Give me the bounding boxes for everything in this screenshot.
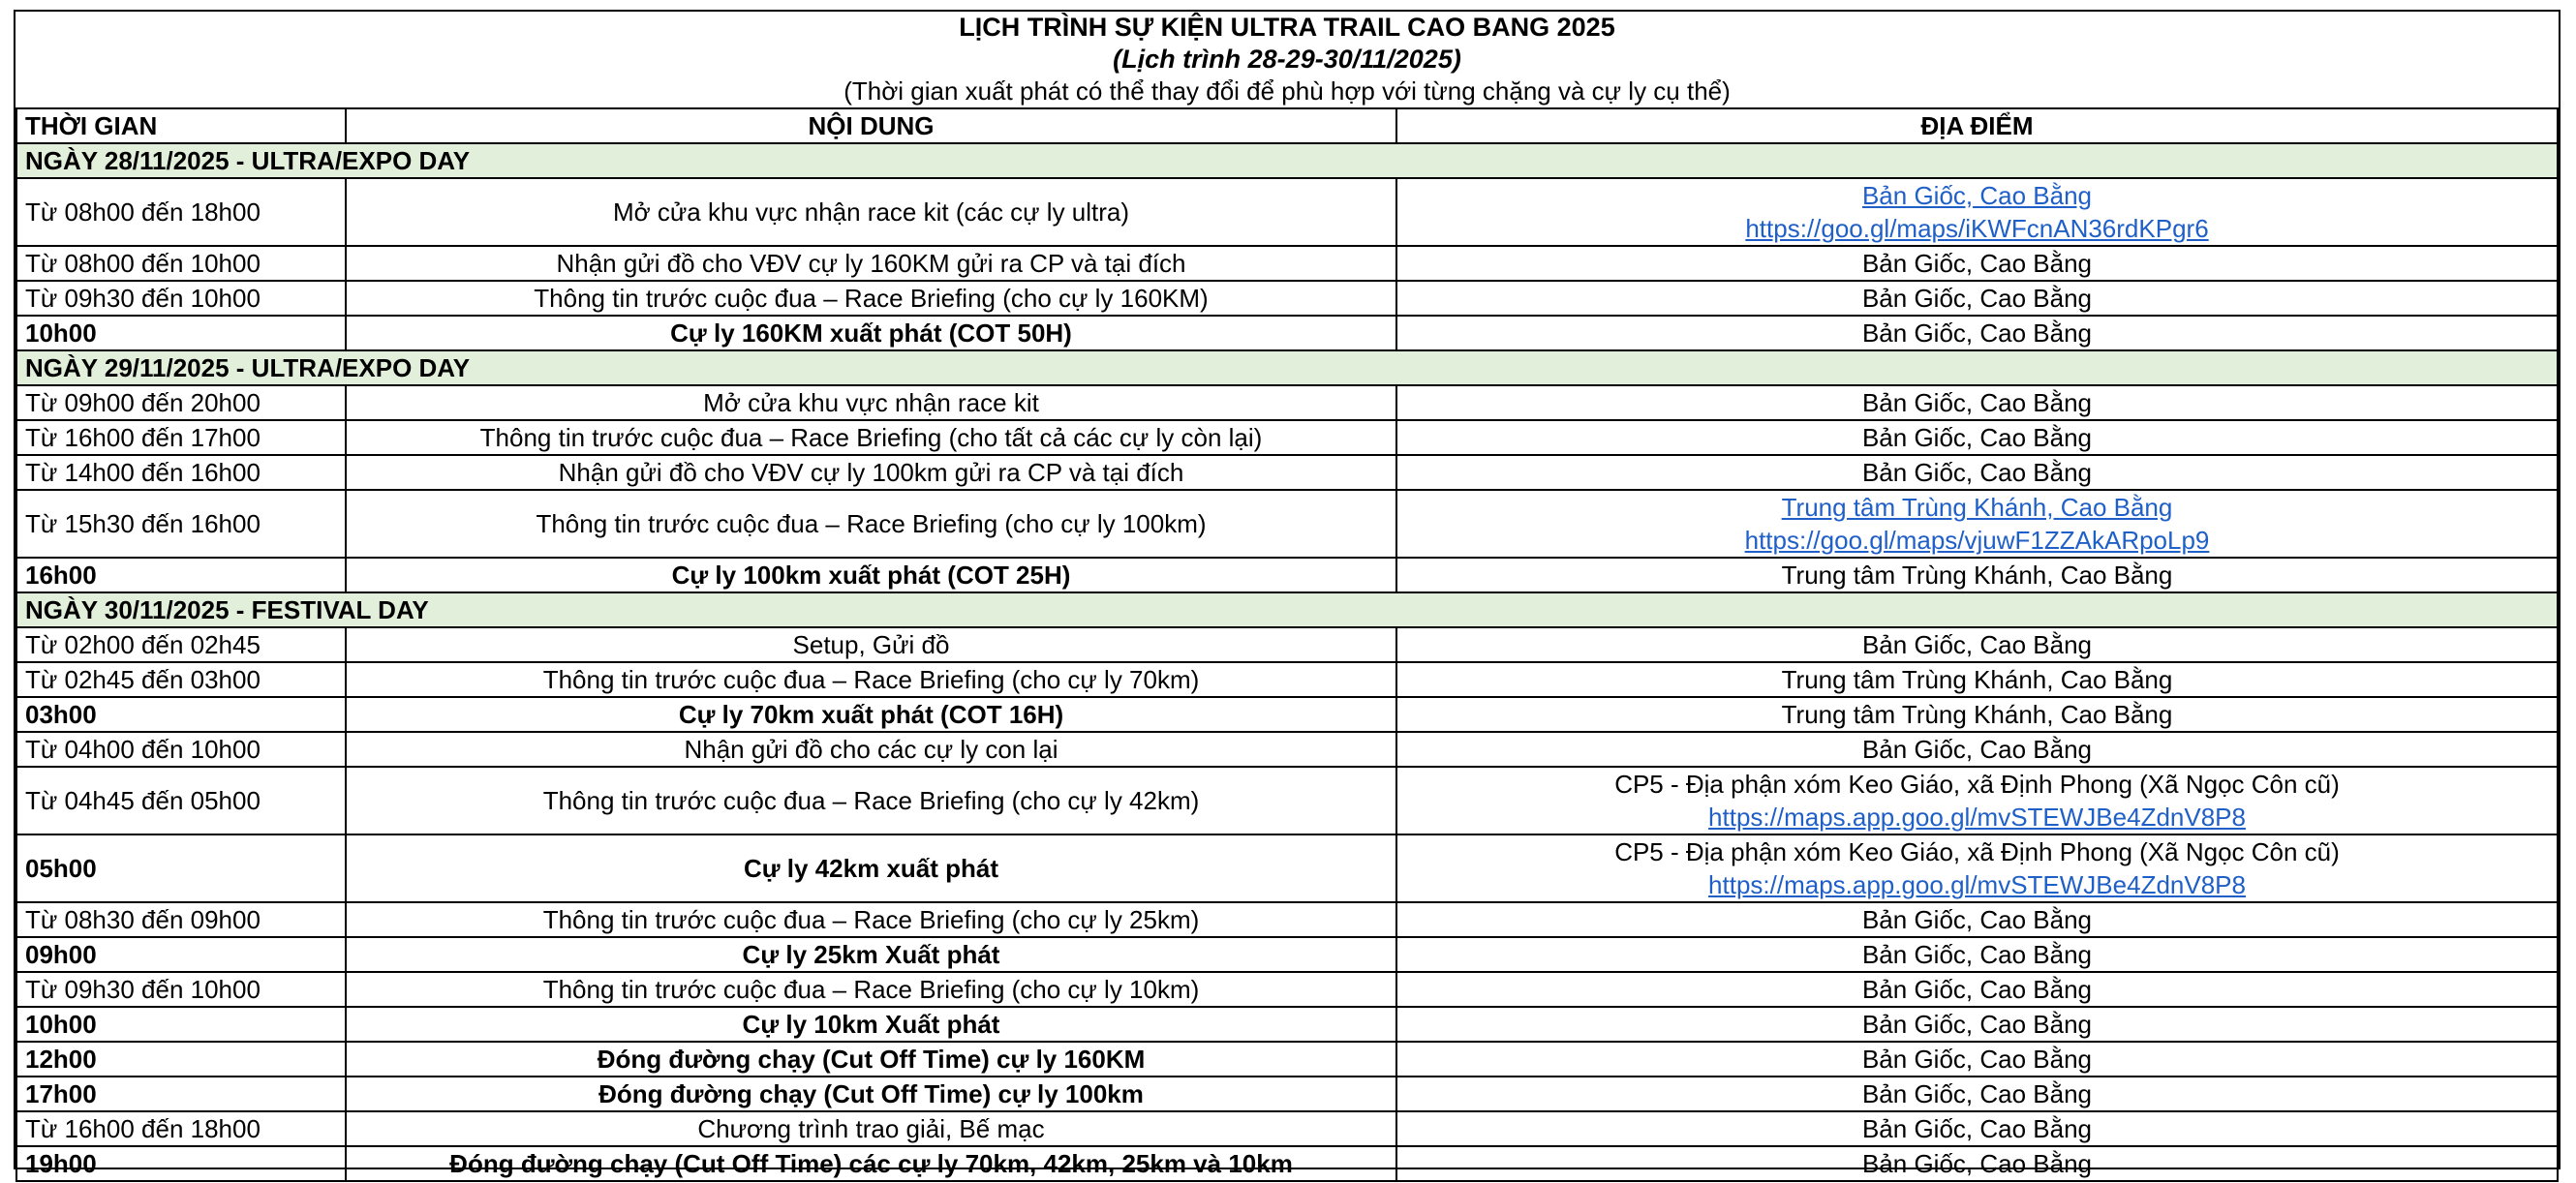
content-cell: Thông tin trước cuộc đua – Race Briefing (cho cự ly 70km) — [346, 662, 1396, 697]
location-name[interactable]: Trung tâm Trùng Khánh, Cao Bằng — [1781, 493, 2173, 522]
page-title: LỊCH TRÌNH SỰ KIỆN ULTRA TRAIL CAO BANG 2025 — [959, 13, 1615, 42]
table-row — [16, 972, 2558, 1007]
location-name: Bản Giốc, Cao Bằng — [1861, 1079, 2093, 1108]
time-cell: Từ 02h00 đến 02h45 — [16, 627, 346, 662]
time-cell: Từ 04h00 đến 10h00 — [16, 732, 346, 767]
table-row — [16, 1111, 2558, 1146]
location-cell — [1396, 490, 2558, 558]
table-row — [16, 937, 2558, 972]
location-cell — [1396, 1077, 2558, 1111]
map-link[interactable]: https://maps.app.goo.gl/mvSTEWJBe4ZdnV8P8 — [1708, 803, 2246, 832]
content-cell: Thông tin trước cuộc đua – Race Briefing (cho tất cả các cự ly còn lại) — [346, 420, 1396, 455]
location-name: Bản Giốc, Cao Bằng — [1861, 940, 2093, 969]
location-name: Trung tâm Trùng Khánh, Cao Bằng — [1781, 561, 2173, 590]
time-cell: 03h00 — [16, 697, 346, 732]
table-row — [16, 420, 2558, 455]
location-name: CP5 - Địa phận xóm Keo Giáo, xã Định Phong (Xã Ngọc Côn cũ) — [1614, 770, 2340, 799]
content-cell: Nhận gửi đồ cho VĐV cự ly 160KM gửi ra CP và tại đích — [346, 246, 1396, 281]
location-name: Trung tâm Trùng Khánh, Cao Bằng — [1781, 700, 2173, 729]
location-cell — [1396, 937, 2558, 972]
location-name: Bản Giốc, Cao Bằng — [1861, 249, 2093, 278]
table-row — [16, 732, 2558, 767]
time-cell: 16h00 — [16, 558, 346, 592]
content-cell: Nhận gửi đồ cho VĐV cự ly 100km gửi ra CP và tại đích — [346, 455, 1396, 490]
day-label: NGÀY 28/11/2025 - ULTRA/EXPO DAY — [16, 143, 2558, 178]
time-cell: 09h00 — [16, 937, 346, 972]
location-cell — [1396, 281, 2558, 316]
location-cell — [1396, 1146, 2558, 1181]
content-cell: Mở cửa khu vực nhận race kit (các cự ly ultra) — [346, 178, 1396, 246]
day-section-row — [16, 592, 2558, 627]
map-link[interactable]: https://goo.gl/maps/vjuwF1ZZAkARpoLp9 — [1744, 526, 2210, 555]
location-cell — [1396, 902, 2558, 937]
location-name: Bản Giốc, Cao Bằng — [1861, 735, 2093, 764]
location-name: Bản Giốc, Cao Bằng — [1861, 905, 2093, 934]
title-row — [16, 12, 2558, 108]
location-name: Bản Giốc, Cao Bằng — [1861, 1114, 2093, 1143]
location-cell — [1396, 697, 2558, 732]
location-name: Bản Giốc, Cao Bằng — [1861, 630, 2093, 659]
table-row — [16, 316, 2558, 350]
time-cell: Từ 08h00 đến 18h00 — [16, 178, 346, 246]
content-cell: Nhận gửi đồ cho các cự ly con lại — [346, 732, 1396, 767]
header-row — [16, 108, 2558, 143]
time-cell: Từ 04h45 đến 05h00 — [16, 767, 346, 834]
time-cell: 10h00 — [16, 1007, 346, 1042]
time-cell: Từ 02h45 đến 03h00 — [16, 662, 346, 697]
table-row — [16, 490, 2558, 558]
map-link[interactable]: https://maps.app.goo.gl/mvSTEWJBe4ZdnV8P8 — [1708, 870, 2246, 899]
schedule-table — [15, 12, 2559, 1182]
content-cell: Cự ly 70km xuất phát (COT 16H) — [346, 697, 1396, 732]
location-name: Bản Giốc, Cao Bằng — [1861, 1010, 2093, 1039]
table-row — [16, 902, 2558, 937]
time-cell: 17h00 — [16, 1077, 346, 1111]
location-name[interactable]: Bản Giốc, Cao Bằng — [1861, 181, 2093, 210]
day-section-row — [16, 143, 2558, 178]
title-cell — [16, 12, 2558, 108]
location-cell — [1396, 558, 2558, 592]
day-section-row — [16, 350, 2558, 385]
schedule-sheet — [14, 10, 2561, 1178]
map-link[interactable]: https://goo.gl/maps/iKWFcnAN36rdKPgr6 — [1745, 214, 2209, 243]
page-subtitle: (Lịch trình 28-29-30/11/2025) — [1113, 45, 1461, 74]
time-cell: Từ 15h30 đến 16h00 — [16, 490, 346, 558]
content-cell: Setup, Gửi đồ — [346, 627, 1396, 662]
location-cell — [1396, 834, 2558, 902]
table-row — [16, 627, 2558, 662]
location-name: Bản Giốc, Cao Bằng — [1861, 284, 2093, 313]
location-name: Bản Giốc, Cao Bằng — [1861, 458, 2093, 487]
location-cell — [1396, 1042, 2558, 1077]
content-cell: Chương trình trao giải, Bế mạc — [346, 1111, 1396, 1146]
location-cell — [1396, 316, 2558, 350]
location-cell — [1396, 385, 2558, 420]
content-cell: Thông tin trước cuộc đua – Race Briefing (cho cự ly 42km) — [346, 767, 1396, 834]
location-cell — [1396, 972, 2558, 1007]
location-name: Bản Giốc, Cao Bằng — [1861, 423, 2093, 452]
table-row — [16, 697, 2558, 732]
location-cell — [1396, 662, 2558, 697]
location-cell — [1396, 627, 2558, 662]
time-cell: Từ 16h00 đến 17h00 — [16, 420, 346, 455]
table-row — [16, 1042, 2558, 1077]
location-cell — [1396, 455, 2558, 490]
content-cell: Cự ly 160KM xuất phát (COT 50H) — [346, 316, 1396, 350]
location-name: Trung tâm Trùng Khánh, Cao Bằng — [1781, 665, 2173, 694]
content-cell: Thông tin trước cuộc đua – Race Briefing (cho cự ly 25km) — [346, 902, 1396, 937]
location-name: Bản Giốc, Cao Bằng — [1861, 388, 2093, 417]
table-row — [16, 834, 2558, 902]
table-row — [16, 767, 2558, 834]
content-cell: Thông tin trước cuộc đua – Race Briefing (cho cự ly 10km) — [346, 972, 1396, 1007]
header-content: NỘI DUNG — [346, 108, 1396, 143]
content-cell: Thông tin trước cuộc đua – Race Briefing (cho cự ly 160KM) — [346, 281, 1396, 316]
table-row — [16, 558, 2558, 592]
time-cell: 10h00 — [16, 316, 346, 350]
location-name: Bản Giốc, Cao Bằng — [1861, 1149, 2093, 1178]
time-cell: Từ 09h30 đến 10h00 — [16, 281, 346, 316]
table-row — [16, 281, 2558, 316]
table-row — [16, 1146, 2558, 1181]
table-row — [16, 385, 2558, 420]
table-row — [16, 246, 2558, 281]
table-row — [16, 455, 2558, 490]
content-cell: Cự ly 25km Xuất phát — [346, 937, 1396, 972]
location-cell — [1396, 1007, 2558, 1042]
day-label: NGÀY 30/11/2025 - FESTIVAL DAY — [16, 592, 2558, 627]
header-location: ĐỊA ĐIỂM — [1396, 108, 2558, 143]
time-cell: Từ 09h30 đến 10h00 — [16, 972, 346, 1007]
content-cell: Mở cửa khu vực nhận race kit — [346, 385, 1396, 420]
location-cell — [1396, 732, 2558, 767]
location-name: Bản Giốc, Cao Bằng — [1861, 975, 2093, 1004]
time-cell: Từ 16h00 đến 18h00 — [16, 1111, 346, 1146]
location-cell — [1396, 178, 2558, 246]
table-row — [16, 662, 2558, 697]
location-name: Bản Giốc, Cao Bằng — [1861, 318, 2093, 348]
time-cell: Từ 09h00 đến 20h00 — [16, 385, 346, 420]
content-cell: Cự ly 100km xuất phát (COT 25H) — [346, 558, 1396, 592]
time-cell: Từ 14h00 đến 16h00 — [16, 455, 346, 490]
time-cell: Từ 08h00 đến 10h00 — [16, 246, 346, 281]
content-cell: Thông tin trước cuộc đua – Race Briefing (cho cự ly 100km) — [346, 490, 1396, 558]
time-cell: 12h00 — [16, 1042, 346, 1077]
location-cell — [1396, 767, 2558, 834]
day-label: NGÀY 29/11/2025 - ULTRA/EXPO DAY — [16, 350, 2558, 385]
content-cell: Đóng đường chạy (Cut Off Time) cự ly 160KM — [346, 1042, 1396, 1077]
content-cell: Đóng đường chạy (Cut Off Time) các cự ly 70km, 42km, 25km và 10km — [346, 1146, 1396, 1181]
content-cell: Đóng đường chạy (Cut Off Time) cự ly 100km — [346, 1077, 1396, 1111]
content-cell: Cự ly 42km xuất phát — [346, 834, 1396, 902]
location-name: Bản Giốc, Cao Bằng — [1861, 1045, 2093, 1074]
location-name: CP5 - Địa phận xóm Keo Giáo, xã Định Phong (Xã Ngọc Côn cũ) — [1614, 837, 2340, 866]
time-cell: Từ 08h30 đến 09h00 — [16, 902, 346, 937]
header-time: THỜI GIAN — [16, 108, 346, 143]
time-cell: 05h00 — [16, 834, 346, 902]
content-cell: Cự ly 10km Xuất phát — [346, 1007, 1396, 1042]
location-cell — [1396, 420, 2558, 455]
location-cell — [1396, 1111, 2558, 1146]
time-cell: 19h00 — [16, 1146, 346, 1181]
table-row — [16, 1077, 2558, 1111]
location-cell — [1396, 246, 2558, 281]
page-note: (Thời gian xuất phát có thể thay đổi để phù hợp với từng chặng và cự ly cụ thể) — [843, 76, 1731, 106]
table-row — [16, 178, 2558, 246]
table-row — [16, 1007, 2558, 1042]
